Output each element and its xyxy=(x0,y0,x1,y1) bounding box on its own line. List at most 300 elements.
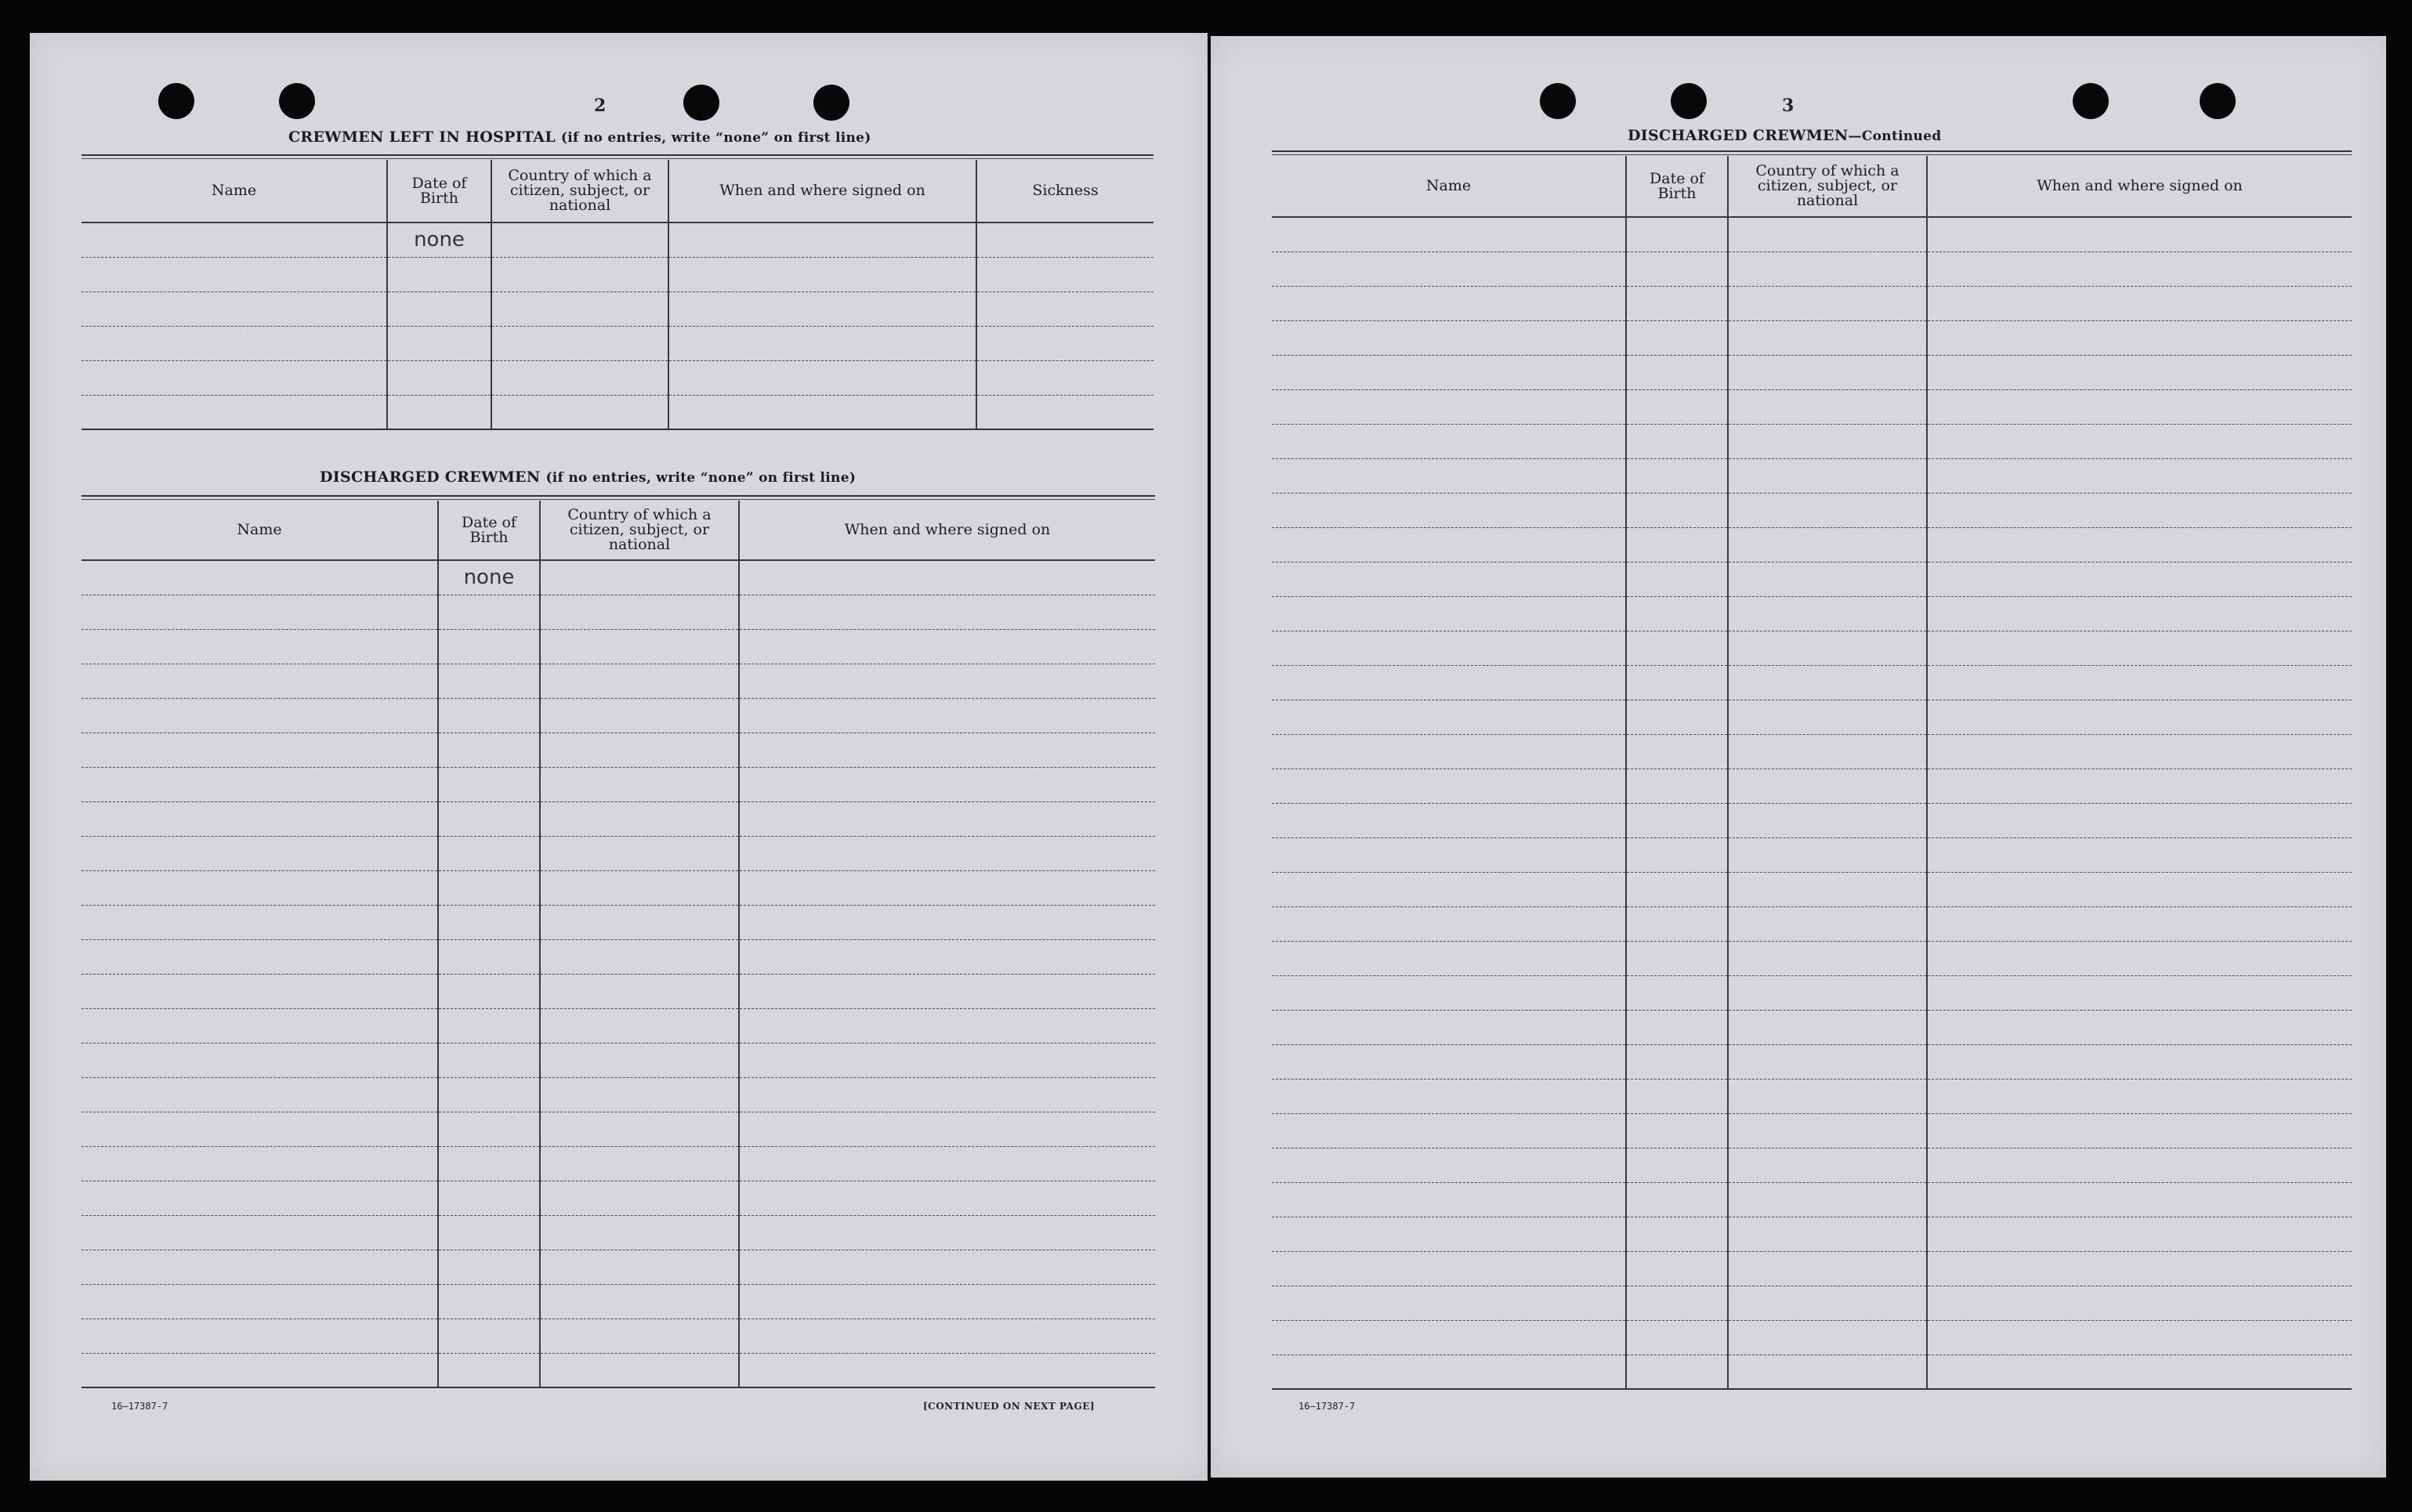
dob-cell[interactable] xyxy=(438,1353,540,1387)
signed-on-cell[interactable] xyxy=(739,560,1155,595)
name-cell[interactable] xyxy=(81,560,438,595)
name-cell[interactable] xyxy=(1272,1148,1626,1182)
country-cell[interactable] xyxy=(1728,251,1927,286)
dob-cell[interactable] xyxy=(1626,562,1728,596)
signed-on-cell[interactable] xyxy=(1927,1010,2352,1044)
name-cell[interactable] xyxy=(1272,1320,1626,1355)
signed-on-cell[interactable] xyxy=(739,698,1155,732)
country-cell[interactable] xyxy=(491,222,668,257)
signed-on-cell[interactable] xyxy=(1927,286,2352,320)
dob-cell[interactable] xyxy=(1626,700,1728,734)
name-cell[interactable] xyxy=(81,629,438,664)
punch-hole xyxy=(279,83,315,119)
country-cell[interactable] xyxy=(1728,975,1927,1010)
signed-on-cell[interactable] xyxy=(1927,906,2352,941)
signed-on-cell[interactable] xyxy=(739,939,1155,974)
name-cell[interactable] xyxy=(81,257,387,291)
country-cell[interactable] xyxy=(540,1353,739,1387)
name-cell[interactable] xyxy=(1272,355,1626,389)
signed-on-cell[interactable] xyxy=(1927,1355,2352,1389)
name-cell[interactable] xyxy=(1272,217,1626,251)
dob-cell[interactable] xyxy=(438,1318,540,1353)
name-cell[interactable] xyxy=(1272,941,1626,975)
country-cell[interactable] xyxy=(1728,631,1927,665)
dob-cell[interactable]: none xyxy=(438,560,540,595)
signed-on-cell[interactable] xyxy=(739,1077,1155,1112)
country-cell[interactable] xyxy=(540,801,739,836)
signed-on-cell[interactable] xyxy=(739,870,1155,905)
country-cell[interactable] xyxy=(540,939,739,974)
country-cell[interactable] xyxy=(1728,527,1927,562)
name-cell[interactable] xyxy=(1272,975,1626,1010)
name-cell[interactable] xyxy=(1272,1010,1626,1044)
discharged-section-title: DISCHARGED CREWMEN (if no entries, write “none” on first line) xyxy=(320,468,857,486)
dob-cell[interactable] xyxy=(387,395,491,429)
country-cell[interactable] xyxy=(1728,803,1927,837)
signed-on-cell[interactable] xyxy=(739,801,1155,836)
dob-cell[interactable] xyxy=(438,732,540,767)
signed-on-cell[interactable] xyxy=(1927,251,2352,286)
country-cell[interactable] xyxy=(540,1112,739,1146)
country-cell[interactable] xyxy=(540,1043,739,1077)
country-cell[interactable] xyxy=(540,1284,739,1318)
name-cell[interactable] xyxy=(1272,1355,1626,1389)
dob-cell[interactable] xyxy=(438,664,540,698)
dob-cell[interactable] xyxy=(438,767,540,801)
name-cell[interactable] xyxy=(1272,286,1626,320)
dob-cell[interactable] xyxy=(1626,1217,1728,1251)
signed-on-cell[interactable] xyxy=(1927,320,2352,355)
signed-on-cell[interactable] xyxy=(1927,975,2352,1010)
signed-on-cell[interactable] xyxy=(739,1318,1155,1353)
name-cell[interactable] xyxy=(1272,1113,1626,1148)
table-row xyxy=(81,767,1155,801)
dob-cell[interactable] xyxy=(438,1146,540,1181)
signed-on-cell[interactable] xyxy=(1927,1320,2352,1355)
country-cell[interactable] xyxy=(1728,562,1927,596)
name-cell[interactable] xyxy=(81,1353,438,1387)
country-cell[interactable] xyxy=(1728,286,1927,320)
signed-on-cell[interactable] xyxy=(1927,1079,2352,1113)
name-cell[interactable] xyxy=(81,1250,438,1284)
name-cell[interactable] xyxy=(81,1008,438,1043)
country-cell[interactable] xyxy=(1728,1079,1927,1113)
sickness-cell[interactable] xyxy=(976,222,1153,257)
signed-on-cell[interactable] xyxy=(739,595,1155,629)
dob-cell[interactable] xyxy=(1626,1044,1728,1079)
table-row xyxy=(1272,803,2352,837)
signed-on-cell[interactable] xyxy=(668,360,976,395)
signed-on-cell[interactable] xyxy=(739,1284,1155,1318)
country-cell[interactable] xyxy=(540,629,739,664)
name-cell[interactable] xyxy=(81,974,438,1008)
country-cell[interactable] xyxy=(540,595,739,629)
dob-cell[interactable] xyxy=(1626,355,1728,389)
signed-on-cell[interactable] xyxy=(1927,217,2352,251)
column-header-name: Name xyxy=(81,501,438,560)
table-row xyxy=(1272,872,2352,906)
country-cell[interactable] xyxy=(1728,596,1927,631)
signed-on-cell[interactable] xyxy=(1927,1251,2352,1286)
signed-on-cell[interactable] xyxy=(1927,1148,2352,1182)
dob-cell[interactable] xyxy=(1626,1010,1728,1044)
dob-cell[interactable] xyxy=(1626,734,1728,769)
signed-on-cell[interactable] xyxy=(739,629,1155,664)
country-cell[interactable] xyxy=(1728,1251,1927,1286)
country-cell[interactable] xyxy=(540,905,739,939)
dob-cell[interactable] xyxy=(1626,872,1728,906)
name-cell[interactable] xyxy=(1272,837,1626,872)
signed-on-cell[interactable] xyxy=(1927,700,2352,734)
dob-cell[interactable] xyxy=(1626,769,1728,803)
signed-on-cell[interactable] xyxy=(1927,1113,2352,1148)
dob-cell[interactable] xyxy=(1626,1286,1728,1320)
signed-on-cell[interactable] xyxy=(1927,803,2352,837)
dob-cell[interactable] xyxy=(438,1215,540,1250)
signed-on-cell[interactable] xyxy=(739,1008,1155,1043)
name-cell[interactable] xyxy=(81,1112,438,1146)
sickness-cell[interactable] xyxy=(976,291,1153,326)
name-cell[interactable] xyxy=(1272,424,1626,458)
country-cell[interactable] xyxy=(1728,837,1927,872)
name-cell[interactable] xyxy=(1272,1286,1626,1320)
rule xyxy=(1272,154,2352,155)
signed-on-cell[interactable] xyxy=(1927,769,2352,803)
signed-on-cell[interactable] xyxy=(1927,1217,2352,1251)
signed-on-cell[interactable] xyxy=(1927,837,2352,872)
country-cell[interactable] xyxy=(540,698,739,732)
name-cell[interactable] xyxy=(1272,1217,1626,1251)
country-cell[interactable] xyxy=(540,560,739,595)
signed-on-cell[interactable] xyxy=(1927,734,2352,769)
country-cell[interactable] xyxy=(1728,1286,1927,1320)
name-cell[interactable] xyxy=(81,1146,438,1181)
signed-on-cell[interactable] xyxy=(739,1181,1155,1215)
table-row xyxy=(1272,1286,2352,1320)
signed-on-cell[interactable] xyxy=(1927,596,2352,631)
country-cell[interactable] xyxy=(1728,458,1927,493)
name-cell[interactable] xyxy=(81,595,438,629)
table-row xyxy=(1272,700,2352,734)
country-cell[interactable] xyxy=(1728,389,1927,424)
name-cell[interactable] xyxy=(81,664,438,698)
dob-cell[interactable] xyxy=(1626,1182,1728,1217)
punch-hole xyxy=(1671,83,1707,119)
name-cell[interactable] xyxy=(81,326,387,360)
signed-on-cell[interactable] xyxy=(1927,665,2352,700)
country-cell[interactable] xyxy=(1728,1148,1927,1182)
signed-on-cell[interactable] xyxy=(668,222,976,257)
dob-cell[interactable] xyxy=(1626,1148,1728,1182)
country-cell[interactable] xyxy=(491,291,668,326)
country-cell[interactable] xyxy=(1728,872,1927,906)
punch-hole xyxy=(1540,83,1576,119)
signed-on-cell[interactable] xyxy=(739,1215,1155,1250)
dob-cell[interactable] xyxy=(438,1112,540,1146)
dob-cell[interactable] xyxy=(1626,424,1728,458)
country-cell[interactable] xyxy=(1728,1320,1927,1355)
name-cell[interactable] xyxy=(1272,493,1626,527)
country-cell[interactable] xyxy=(1728,941,1927,975)
name-cell[interactable] xyxy=(1272,665,1626,700)
dob-cell[interactable] xyxy=(438,974,540,1008)
dob-cell[interactable] xyxy=(1626,665,1728,700)
name-cell[interactable] xyxy=(1272,389,1626,424)
name-cell[interactable] xyxy=(81,1043,438,1077)
signed-on-cell[interactable] xyxy=(1927,872,2352,906)
name-cell[interactable] xyxy=(81,698,438,732)
name-cell[interactable] xyxy=(1272,1079,1626,1113)
column-header-name: Name xyxy=(81,160,387,222)
dob-cell[interactable] xyxy=(1626,217,1728,251)
signed-on-cell[interactable] xyxy=(739,1353,1155,1387)
country-cell[interactable] xyxy=(1728,665,1927,700)
table-row xyxy=(81,1146,1155,1181)
country-cell[interactable] xyxy=(1728,355,1927,389)
dob-cell[interactable]: none xyxy=(387,222,491,257)
name-cell[interactable] xyxy=(81,836,438,870)
dob-cell[interactable] xyxy=(438,801,540,836)
signed-on-cell[interactable] xyxy=(1927,527,2352,562)
name-cell[interactable] xyxy=(81,360,387,395)
country-cell[interactable] xyxy=(1728,424,1927,458)
dob-cell[interactable] xyxy=(1626,1320,1728,1355)
dob-cell[interactable] xyxy=(438,1181,540,1215)
table-row xyxy=(1272,1010,2352,1044)
country-cell[interactable] xyxy=(1728,217,1927,251)
country-cell[interactable] xyxy=(1728,700,1927,734)
dob-cell[interactable] xyxy=(1626,631,1728,665)
country-cell[interactable] xyxy=(491,257,668,291)
dob-cell[interactable] xyxy=(387,326,491,360)
column-header-signed-on: When and where signed on xyxy=(1927,156,2352,217)
signed-on-cell[interactable] xyxy=(739,905,1155,939)
name-cell[interactable] xyxy=(81,1215,438,1250)
country-cell[interactable] xyxy=(540,664,739,698)
signed-on-cell[interactable] xyxy=(1927,493,2352,527)
country-cell[interactable] xyxy=(1728,493,1927,527)
dob-cell[interactable] xyxy=(438,1250,540,1284)
name-cell[interactable] xyxy=(1272,320,1626,355)
punch-hole xyxy=(2200,83,2236,119)
signed-on-cell[interactable] xyxy=(1927,1182,2352,1217)
country-cell[interactable] xyxy=(1728,1217,1927,1251)
hospital-section-title: CREWMEN LEFT IN HOSPITAL (if no entries, write “none” on first line) xyxy=(288,128,871,146)
name-cell[interactable] xyxy=(1272,803,1626,837)
hospital-table xyxy=(81,160,1153,430)
country-cell[interactable] xyxy=(540,1215,739,1250)
signed-on-cell[interactable] xyxy=(668,395,976,429)
signed-on-cell[interactable] xyxy=(739,1250,1155,1284)
dob-cell[interactable] xyxy=(1626,389,1728,424)
country-cell[interactable] xyxy=(1728,1182,1927,1217)
dob-cell[interactable] xyxy=(1626,837,1728,872)
signed-on-cell[interactable] xyxy=(668,291,976,326)
discharged-table xyxy=(81,501,1155,1388)
country-cell[interactable] xyxy=(1728,320,1927,355)
page-number: 2 xyxy=(594,96,607,116)
signed-on-cell[interactable] xyxy=(1927,1286,2352,1320)
signed-on-cell[interactable] xyxy=(1927,1044,2352,1079)
dob-cell[interactable] xyxy=(1626,1113,1728,1148)
name-cell[interactable] xyxy=(1272,1251,1626,1286)
name-cell[interactable] xyxy=(1272,734,1626,769)
signed-on-cell[interactable] xyxy=(739,732,1155,767)
dob-cell[interactable] xyxy=(438,1077,540,1112)
discharged-header-row xyxy=(1272,156,2352,217)
country-cell[interactable] xyxy=(540,870,739,905)
dob-cell[interactable] xyxy=(438,629,540,664)
country-cell[interactable] xyxy=(1728,1010,1927,1044)
dob-cell[interactable] xyxy=(1626,493,1728,527)
dob-cell[interactable] xyxy=(1626,596,1728,631)
name-cell[interactable] xyxy=(81,222,387,257)
name-cell[interactable] xyxy=(81,1181,438,1215)
dob-cell[interactable] xyxy=(1626,251,1728,286)
dob-cell[interactable] xyxy=(438,698,540,732)
dob-cell[interactable] xyxy=(1626,458,1728,493)
table-row xyxy=(1272,665,2352,700)
table-row xyxy=(1272,1079,2352,1113)
name-cell[interactable] xyxy=(1272,251,1626,286)
dob-cell[interactable] xyxy=(387,257,491,291)
country-cell[interactable] xyxy=(491,395,668,429)
column-header-name: Name xyxy=(1272,156,1626,217)
table-row xyxy=(81,1284,1155,1318)
dob-cell[interactable] xyxy=(438,905,540,939)
name-cell[interactable] xyxy=(1272,562,1626,596)
column-header-date-of-birth: Date of Birth xyxy=(1626,156,1728,217)
country-cell[interactable] xyxy=(1728,1044,1927,1079)
name-cell[interactable] xyxy=(1272,872,1626,906)
signed-on-cell[interactable] xyxy=(1927,941,2352,975)
signed-on-cell[interactable] xyxy=(739,1146,1155,1181)
name-cell[interactable] xyxy=(81,939,438,974)
signed-on-cell[interactable] xyxy=(1927,424,2352,458)
name-cell[interactable] xyxy=(1272,1044,1626,1079)
form-code: 16—17387-7 xyxy=(1298,1401,1356,1412)
country-cell[interactable] xyxy=(1728,906,1927,941)
column-header-country: Country of which a citizen, subject, or national xyxy=(491,160,668,222)
dob-cell[interactable] xyxy=(1626,1079,1728,1113)
country-cell[interactable] xyxy=(540,1077,739,1112)
punch-hole xyxy=(683,85,719,121)
country-cell[interactable] xyxy=(540,1250,739,1284)
sickness-cell[interactable] xyxy=(976,257,1153,291)
dob-cell[interactable] xyxy=(1626,941,1728,975)
dob-cell[interactable] xyxy=(1626,286,1728,320)
table-row xyxy=(1272,631,2352,665)
country-cell[interactable] xyxy=(1728,1113,1927,1148)
name-cell[interactable] xyxy=(81,732,438,767)
table-row xyxy=(1272,286,2352,320)
dob-cell[interactable] xyxy=(438,836,540,870)
country-cell[interactable] xyxy=(540,1008,739,1043)
signed-on-cell[interactable] xyxy=(1927,389,2352,424)
table-row xyxy=(1272,596,2352,631)
dob-cell[interactable] xyxy=(387,291,491,326)
country-cell[interactable] xyxy=(1728,734,1927,769)
signed-on-cell[interactable] xyxy=(739,1043,1155,1077)
country-cell[interactable] xyxy=(540,1318,739,1353)
name-cell[interactable] xyxy=(81,1284,438,1318)
dob-cell[interactable] xyxy=(1626,1355,1728,1389)
dob-cell[interactable] xyxy=(1626,1251,1728,1286)
signed-on-cell[interactable] xyxy=(1927,355,2352,389)
dob-cell[interactable] xyxy=(438,1284,540,1318)
signed-on-cell[interactable] xyxy=(739,664,1155,698)
table-row xyxy=(81,1008,1155,1043)
name-cell[interactable] xyxy=(1272,906,1626,941)
dob-cell[interactable] xyxy=(438,1043,540,1077)
country-cell[interactable] xyxy=(540,836,739,870)
sickness-cell[interactable] xyxy=(976,360,1153,395)
name-cell[interactable] xyxy=(1272,596,1626,631)
signed-on-cell[interactable] xyxy=(739,1112,1155,1146)
dob-cell[interactable] xyxy=(438,595,540,629)
dob-cell[interactable] xyxy=(1626,803,1728,837)
signed-on-cell[interactable] xyxy=(739,767,1155,801)
table-row xyxy=(1272,734,2352,769)
signed-on-cell[interactable] xyxy=(739,836,1155,870)
dob-cell[interactable] xyxy=(387,360,491,395)
table-row xyxy=(81,629,1155,664)
country-cell[interactable] xyxy=(540,974,739,1008)
signed-on-cell[interactable] xyxy=(1927,458,2352,493)
dob-cell[interactable] xyxy=(1626,975,1728,1010)
sickness-cell[interactable] xyxy=(976,326,1153,360)
name-cell[interactable] xyxy=(1272,458,1626,493)
dob-cell[interactable] xyxy=(438,1008,540,1043)
name-cell[interactable] xyxy=(81,905,438,939)
name-cell[interactable] xyxy=(1272,1182,1626,1217)
name-cell[interactable] xyxy=(1272,700,1626,734)
name-cell[interactable] xyxy=(81,870,438,905)
table-row xyxy=(1272,562,2352,596)
name-cell[interactable] xyxy=(1272,631,1626,665)
name-cell[interactable] xyxy=(81,767,438,801)
signed-on-cell[interactable] xyxy=(1927,631,2352,665)
table-row xyxy=(1272,458,2352,493)
country-cell[interactable] xyxy=(1728,769,1927,803)
signed-on-cell[interactable] xyxy=(1927,562,2352,596)
dob-cell[interactable] xyxy=(1626,906,1728,941)
name-cell[interactable] xyxy=(1272,527,1626,562)
country-cell[interactable] xyxy=(540,767,739,801)
country-cell[interactable] xyxy=(540,1146,739,1181)
name-cell[interactable] xyxy=(81,395,387,429)
table-row xyxy=(81,732,1155,767)
country-cell[interactable] xyxy=(1728,1355,1927,1389)
country-cell[interactable] xyxy=(540,1181,739,1215)
name-cell[interactable] xyxy=(81,1077,438,1112)
name-cell[interactable] xyxy=(81,291,387,326)
dob-cell[interactable] xyxy=(438,939,540,974)
signed-on-cell[interactable] xyxy=(668,326,976,360)
signed-on-cell[interactable] xyxy=(739,974,1155,1008)
dob-cell[interactable] xyxy=(1626,320,1728,355)
dob-cell[interactable] xyxy=(1626,527,1728,562)
signed-on-cell[interactable] xyxy=(668,257,976,291)
country-cell[interactable] xyxy=(491,360,668,395)
dob-cell[interactable] xyxy=(438,870,540,905)
name-cell[interactable] xyxy=(81,1318,438,1353)
name-cell[interactable] xyxy=(1272,769,1626,803)
country-cell[interactable] xyxy=(540,732,739,767)
name-cell[interactable] xyxy=(81,801,438,836)
country-cell[interactable] xyxy=(491,326,668,360)
sickness-cell[interactable] xyxy=(976,395,1153,429)
